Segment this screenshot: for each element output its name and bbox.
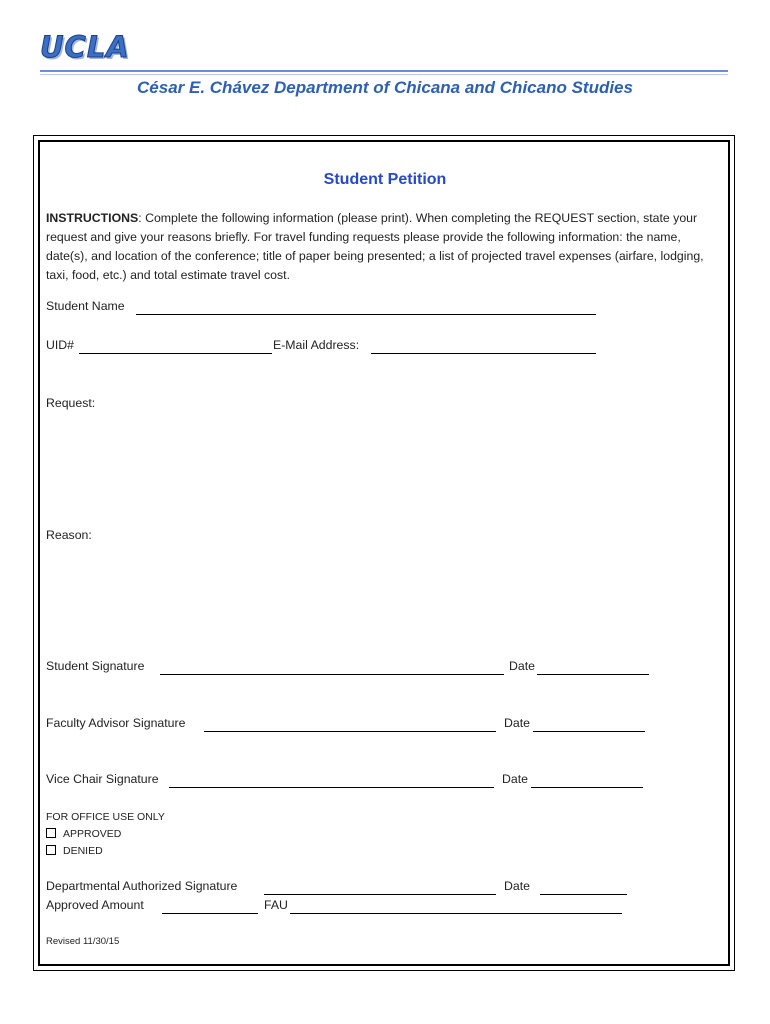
approved-checkbox[interactable] bbox=[46, 828, 56, 838]
student-name-field[interactable] bbox=[136, 314, 596, 315]
header-rule bbox=[40, 70, 728, 72]
uid-field[interactable] bbox=[79, 353, 272, 354]
instructions bbox=[46, 209, 716, 285]
uid-label: UID# bbox=[46, 338, 75, 352]
faculty-signature-field[interactable] bbox=[204, 731, 496, 732]
reason-area[interactable] bbox=[46, 548, 706, 648]
ucla-logo: UCLA bbox=[40, 30, 130, 64]
student-date-field[interactable] bbox=[537, 674, 649, 675]
vice-chair-signature-field[interactable] bbox=[169, 787, 494, 788]
email-label: E-Mail Address: bbox=[273, 338, 360, 352]
faculty-signature-label: Faculty Advisor Signature bbox=[46, 716, 186, 730]
faculty-date-label: Date bbox=[504, 716, 530, 730]
approved-label: APPROVED bbox=[63, 828, 122, 840]
faculty-date-field[interactable] bbox=[533, 731, 645, 732]
request-area[interactable] bbox=[46, 416, 706, 516]
department-name: César E. Chávez Department of Chicana and Chicano Studies bbox=[137, 78, 633, 97]
reason-label: Reason: bbox=[46, 528, 92, 542]
dept-date-label: Date bbox=[504, 879, 530, 893]
vice-chair-date-label: Date bbox=[502, 772, 528, 786]
student-date-label: Date bbox=[509, 659, 535, 673]
instructions-text: : Complete the following information (please print). When completing the REQUEST section, state your request and give your reasons briefly. For travel funding requests please provide the following information: the name, date(s), and location of the conference; title of paper being presented; a list of projected travel expenses (airfare, lodging, taxi, food, etc.) and total estimate travel cost. bbox=[46, 211, 704, 282]
instructions-label: INSTRUCTIONS bbox=[46, 211, 139, 225]
vice-chair-date-field[interactable] bbox=[531, 787, 643, 788]
fau-label: FAU bbox=[264, 898, 288, 912]
dept-date-field[interactable] bbox=[540, 894, 627, 895]
approved-amount-field[interactable] bbox=[162, 913, 258, 914]
fau-field[interactable] bbox=[290, 913, 622, 914]
form-title: Student Petition bbox=[323, 171, 447, 188]
student-signature-label: Student Signature bbox=[46, 659, 145, 673]
header-rule-thin bbox=[40, 74, 728, 75]
office-use-label: FOR OFFICE USE ONLY bbox=[46, 811, 165, 823]
vice-chair-signature-label: Vice Chair Signature bbox=[46, 772, 159, 786]
revised-date: Revised 11/30/15 bbox=[46, 936, 120, 947]
request-label: Request: bbox=[46, 396, 96, 410]
denied-checkbox[interactable] bbox=[46, 845, 56, 855]
email-field[interactable] bbox=[371, 353, 596, 354]
student-name-label: Student Name bbox=[46, 299, 125, 313]
denied-label: DENIED bbox=[63, 845, 103, 857]
student-signature-field[interactable] bbox=[160, 674, 504, 675]
approved-amount-label: Approved Amount bbox=[46, 898, 144, 912]
dept-signature-label: Departmental Authorized Signature bbox=[46, 879, 238, 893]
approved-option[interactable] bbox=[46, 828, 121, 840]
dept-signature-field[interactable] bbox=[264, 894, 496, 895]
denied-option[interactable] bbox=[46, 845, 103, 857]
